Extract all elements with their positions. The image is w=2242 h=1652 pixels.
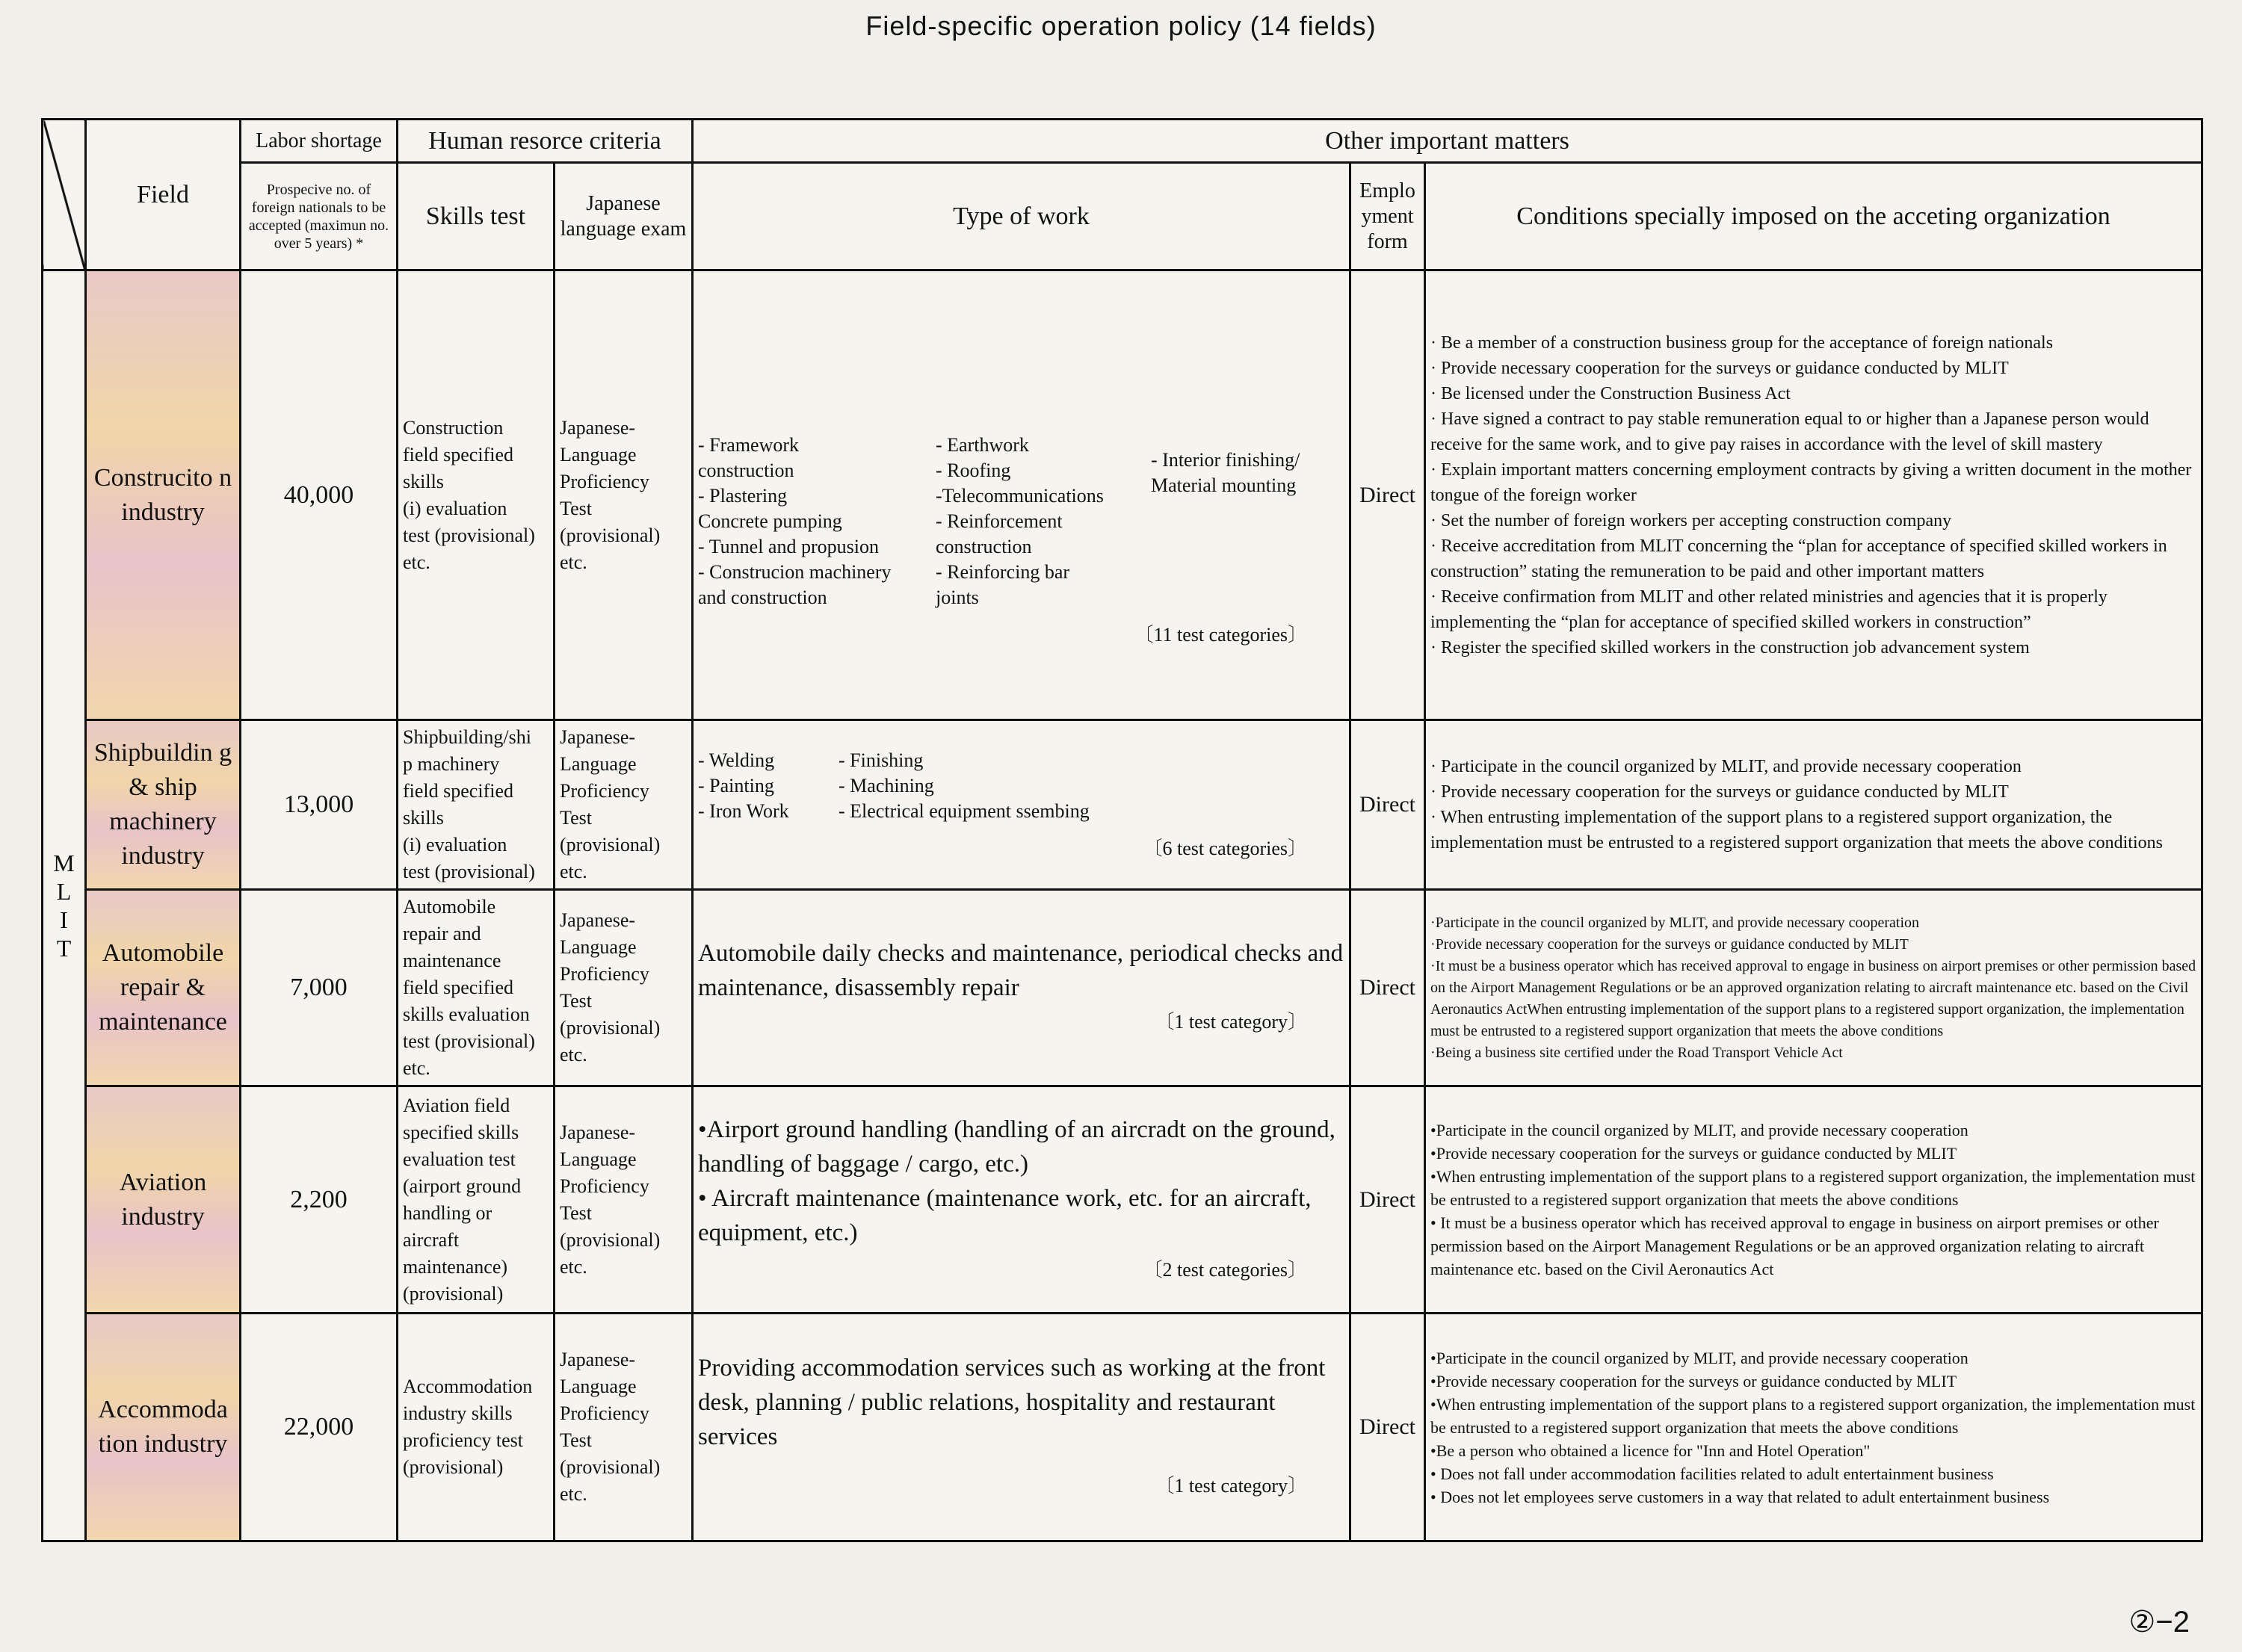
japanese-exam-cell: Japanese- Language Proficiency Test (provisional) etc. <box>555 1086 693 1314</box>
type-of-work-cell <box>693 1086 1350 1314</box>
test-categories-label: 〔6 test categories〕 <box>1143 838 1307 859</box>
japanese-exam-cell: Japanese- Language Proficiency Test (provisional) etc. <box>555 270 693 720</box>
policy-table <box>41 118 2203 1542</box>
work-item: •Airport ground handling (handling of an aircradt on the ground, handling of baggage / cargo, etc.) <box>698 1116 1335 1178</box>
employment-form-cell: Direct <box>1350 890 1425 1086</box>
employment-form-header: Emplo yment form <box>1350 163 1425 270</box>
human-resource-header: Human resorce criteria <box>398 120 693 163</box>
test-categories-label: 〔1 test category〕 <box>1155 1011 1307 1033</box>
labor-shortage-header: Labor shortage <box>241 120 398 163</box>
employment-form-cell: Direct <box>1350 1314 1425 1541</box>
japanese-exam-cell: Japanese- Language Proficiency Test (provisional) etc. <box>555 720 693 890</box>
ministry-label: M L I T <box>43 270 86 1541</box>
condition-item: · When entrusting implementation of the support plans to a registered support organization, the implementation must be entrusted to a registered support organization that meets the above conditions <box>1430 808 2163 853</box>
condition-item: ·Being a business site certified under the Road Transport Vehicle Act <box>1430 1044 1843 1061</box>
skills-test-cell: Aviation field specified skills evaluation test (airport ground handling or aircraft maintenance) (provisional) <box>398 1086 555 1314</box>
condition-item: •Provide necessary cooperation for the surveys or guidance conducted by MLIT <box>1430 1144 1957 1163</box>
japanese-exam-cell: Japanese- Language Proficiency Test (provisional) etc. <box>555 1314 693 1541</box>
conditions-cell <box>1425 1086 2202 1314</box>
condition-item: • Does not fall under accommodation facilities related to adult entertainment business <box>1430 1464 1994 1483</box>
condition-item: • Does not let employees serve customers in a way that related to adult entertainment business <box>1430 1487 2050 1506</box>
accepted-number: 2,200 <box>241 1086 398 1314</box>
skills-test-cell: Accommodation industry skills proficiency test (provisional) <box>398 1314 555 1541</box>
header-row-1 <box>43 120 2202 163</box>
header-row-2 <box>43 163 2202 270</box>
diagonal-corner-cell <box>43 120 86 270</box>
table-row-accommodation <box>43 1314 2202 1541</box>
condition-item: · Participate in the council organized by MLIT, and provide necessary cooperation <box>1430 757 2022 776</box>
conditions-cell <box>1425 720 2202 890</box>
condition-item: · Receive accreditation from MLIT concerning the “plan for acceptance of specified skilled workers in construction” stating the remuneration to be paid and other important matters <box>1430 536 2167 581</box>
accepted-number: 7,000 <box>241 890 398 1086</box>
condition-item: · Set the number of foreign workers per accepting construction company <box>1430 510 1952 530</box>
condition-item: • It must be a business operator which has received approval to engage in business on airport premises or other permission based on the Airport Management Regulations or be an approved organization relating to aircraft maintenance etc. based on the Civil Aeronautics Act <box>1430 1213 2159 1278</box>
table-row-automobile <box>43 890 2202 1086</box>
table-row-shipbuilding <box>43 720 2202 890</box>
employment-form-cell: Direct <box>1350 720 1425 890</box>
test-categories-label: 〔1 test category〕 <box>1155 1475 1307 1497</box>
table-row-construction <box>43 270 2202 720</box>
employment-form-cell: Direct <box>1350 1086 1425 1314</box>
field-name: Construcito n industry <box>86 270 241 720</box>
type-of-work-cell: - Framework construction - Plastering Concrete pumping - Tunnel and propusion - Construcion machinery and construction - Earthwork - Roofing -Telecommunications - Reinforcement construction - Reinforcing bar joints - Interior finishing/ Material mounting 〔11 test categories〕 <box>693 270 1350 720</box>
condition-item: · Be a member of a construction business group for the acceptance of foreign nationals <box>1430 332 2054 353</box>
condition-item: •Be a person who obtained a licence for "Inn and Hotel Operation" <box>1430 1441 1871 1460</box>
field-name: Automobile repair & maintenance <box>86 890 241 1086</box>
condition-item: •Participate in the council organized by MLIT, and provide necessary cooperation <box>1430 1121 1968 1139</box>
skills-test-cell: Shipbuilding/shi p machinery field specified skills (i) evaluation test (provisional) <box>398 720 555 890</box>
type-of-work-cell <box>693 890 1350 1086</box>
field-name: Accommoda tion industry <box>86 1314 241 1541</box>
type-of-work-header: Type of work <box>693 163 1350 270</box>
test-categories-label: 〔11 test categories〕 <box>1134 623 1307 646</box>
condition-item: · Be licensed under the Construction Business Act <box>1430 383 1791 403</box>
condition-item: •When entrusting implementation of the support plans to a registered support organization, the implementation must be entrusted to a registered support organization that meets the above conditions <box>1430 1167 2196 1209</box>
condition-item: · Register the specified skilled workers in the construction job advancement system <box>1430 637 2030 658</box>
condition-item: · Have signed a contract to pay stable remuneration equal to or higher than a Japanese person would receive for the same work, and to give pay raises in accordance with the level of skill mastery <box>1430 409 2149 454</box>
work-item: • Aircraft maintenance (maintenance work, etc. for an aircraft, equipment, etc.) <box>698 1184 1312 1246</box>
page-title: Field-specific operation policy (14 fields) <box>865 10 1377 41</box>
condition-item: •Provide necessary cooperation for the surveys or guidance conducted by MLIT <box>1430 1371 1957 1390</box>
accepted-number: 13,000 <box>241 720 398 890</box>
condition-item: ·It must be a business operator which has received approval to engage in business on airport premises or other permission based on the Airport Management Regulations or be an approved organization relating to aircraft maintenance etc. based on the Civil Aeronautics ActWhen entrusting implementation of the support plans to a registered support organization, the implementation must be entrusted to a registered support organization that meets the above conditions <box>1430 957 2196 1039</box>
condition-item: ·Provide necessary cooperation for the surveys or guidance conducted by MLIT <box>1430 935 1909 953</box>
field-name: Shipbuildin g & ship machinery industry <box>86 720 241 890</box>
field-name: Aviation industry <box>86 1086 241 1314</box>
condition-item: · Receive confirmation from MLIT and other related ministries and agencies that it is properly implementing the “plan for acceptance of specified skilled workers in construction” <box>1430 587 2107 632</box>
condition-item: •Participate in the council organized by MLIT, and provide necessary cooperation <box>1430 1348 1968 1367</box>
test-categories-label: 〔2 test categories〕 <box>1143 1258 1307 1281</box>
condition-item: · Provide necessary cooperation for the surveys or guidance conducted by MLIT <box>1430 358 2009 378</box>
condition-item: · Provide necessary cooperation for the surveys or guidance conducted by MLIT <box>1430 782 2009 802</box>
page-number: ②−2 <box>2128 1606 2190 1639</box>
prospective-number-header: Prospecive no. of foreign nationals to be accepted (maximun no. over 5 years) * <box>241 163 398 270</box>
skills-test-header: Skills test <box>398 163 555 270</box>
type-of-work-cell <box>693 1314 1350 1541</box>
field-header: Field <box>86 120 241 270</box>
condition-item: ·Participate in the council organized by MLIT, and provide necessary cooperation <box>1430 914 1920 931</box>
accepted-number: 22,000 <box>241 1314 398 1541</box>
conditions-cell <box>1425 890 2202 1086</box>
conditions-cell <box>1425 1314 2202 1541</box>
table-row-aviation <box>43 1086 2202 1314</box>
accepted-number: 40,000 <box>241 270 398 720</box>
japanese-exam-header: Japanese language exam <box>555 163 693 270</box>
work-description: Automobile daily checks and maintenance, periodical checks and maintenance, disassembly repair <box>698 940 1344 1001</box>
work-description: Providing accommodation services such as working at the front desk, planning / public relations, hospitality and restaurant services <box>698 1355 1326 1450</box>
employment-form-cell: Direct <box>1350 270 1425 720</box>
conditions-header: Conditions specially imposed on the acceting organization <box>1425 163 2202 270</box>
japanese-exam-cell: Japanese- Language Proficiency Test (provisional) etc. <box>555 890 693 1086</box>
skills-test-cell: Construction field specified skills (i) evaluation test (provisional) etc. <box>398 270 555 720</box>
conditions-cell <box>1425 270 2202 720</box>
other-matters-header: Other important matters <box>693 120 2202 163</box>
skills-test-cell: Automobile repair and maintenance field specified skills evaluation test (provisional) etc. <box>398 890 555 1086</box>
condition-item: •When entrusting implementation of the support plans to a registered support organization, the implementation must be entrusted to a registered support organization that meets the above conditions <box>1430 1394 2196 1437</box>
type-of-work-cell: - Welding - Painting - Iron Work - Finishing - Machining - Electrical equipment ssembing 〔6 test categories〕 <box>693 720 1350 890</box>
condition-item: · Explain important matters concerning employment contracts by giving a written document in the mother tongue of the foreign worker <box>1430 460 2192 505</box>
